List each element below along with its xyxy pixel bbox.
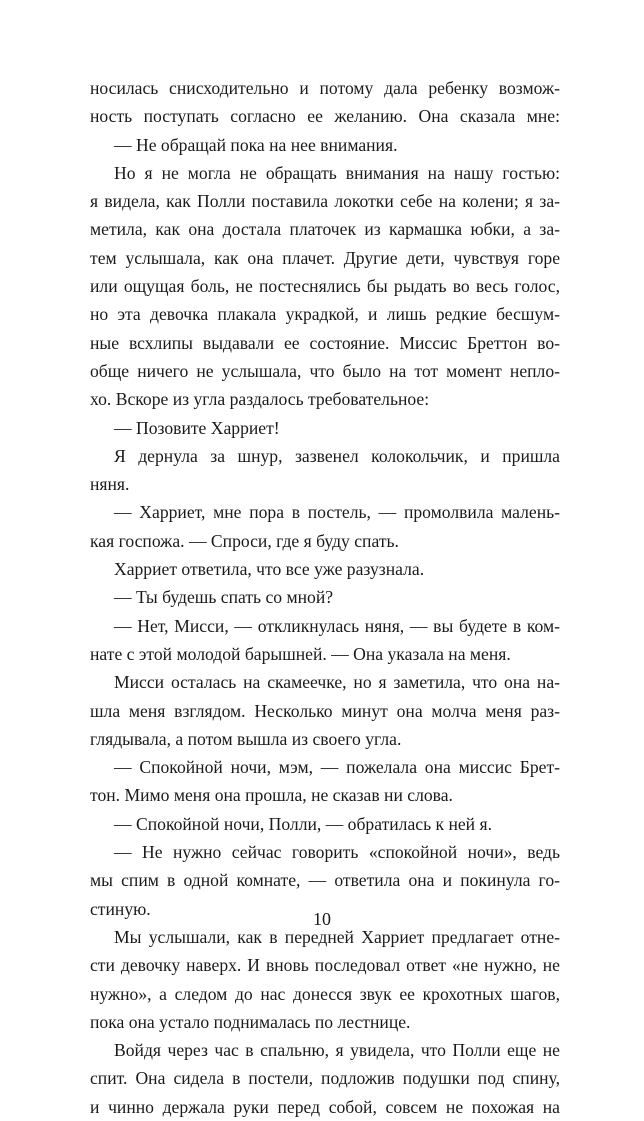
text-line: — Не нужно сейчас говорить «спокойной ночи», ведь xyxy=(114,842,560,863)
text-line: — Ты будешь спать со мной? xyxy=(114,587,334,608)
text-line: — Харриет, мне пора в постель, — промолвила малень- xyxy=(114,502,560,523)
page-number: 10 xyxy=(313,909,331,929)
text-line: ные всхлипы выдавали ее состояние. Миссис Бреттон во- xyxy=(90,332,560,353)
text-line: или ощущая боль, не постеснялись бы рыдать во весь голос, xyxy=(90,276,560,297)
text-line: — Не обращай пока на нее внимания. xyxy=(114,134,398,155)
text-line: няня. xyxy=(90,474,130,495)
text-line: спит. Она сидела в постели, подложив подушки под спину, xyxy=(90,1068,560,1089)
text-line: тем услышала, как она плачет. Другие дети, чувствуя горе xyxy=(90,247,560,268)
text-line: Но я не могла не обращать внимания на нашу гостью: xyxy=(114,162,560,183)
text-line: обще ничего не услышала, что было на тот момент непло- xyxy=(90,360,560,381)
text-line: хо. Вскоре из угла раздалось требовательное: xyxy=(90,389,430,410)
text-line: тон. Мимо меня она прошла, не сказав ни слова. xyxy=(90,785,453,806)
text-line: Мы услышали, как в передней Харриет предлагает отне- xyxy=(114,926,560,947)
text-line: нужно», а следом до нас донесся звук ее крохотных шагов, xyxy=(90,983,560,1004)
text-line: носилась снисходительно и потому дала ребенку возмож- xyxy=(90,78,560,98)
text-line: сти девочку наверх. И вновь последовал ответ «не нужно, не xyxy=(90,955,560,976)
text-line: шла меня взглядом. Несколько минут она молча меня раз- xyxy=(90,700,560,721)
text-line: нате с этой молодой барышней. — Она указала на меня. xyxy=(90,643,511,664)
text-line: но эта девочка плакала украдкой, и лишь редкие бесшум- xyxy=(90,304,560,325)
text-line: Я дернула за шнур, зазвенел колокольчик, и пришла xyxy=(114,445,560,466)
text-line: метила, как она достала платочек из кармашка юбки, а за- xyxy=(90,219,560,240)
text-line: — Нет, Мисси, — откликнулась няня, — вы будете в ком- xyxy=(114,615,560,636)
text-line: мы спим в одной комнате, — ответила она и покинула го- xyxy=(90,870,560,891)
text-line: стиную. xyxy=(90,898,151,919)
text-line: — Спокойной ночи, мэм, — пожелала она миссис Брет- xyxy=(114,757,560,778)
text-line: Мисси осталась на скамеечке, но я заметила, что она на- xyxy=(114,672,560,693)
text-line: Харриет ответила, что все уже разузнала. xyxy=(114,559,425,580)
text-line: Войдя через час в спальню, я увидела, что Полли еще не xyxy=(114,1040,560,1061)
text-line: — Позовите Харриет! xyxy=(114,417,280,438)
text-line: кая госпожа. — Спроси, где я буду спать. xyxy=(90,530,399,551)
text-line: ность поступать согласно ее желанию. Она сказала мне: xyxy=(90,106,560,127)
body-text xyxy=(90,74,560,1121)
text-line: и чинно держала руки перед собой, совсем не похожая на xyxy=(90,1096,560,1117)
text-line: пока она устало поднималась по лестнице. xyxy=(90,1011,411,1032)
text-line: — Спокойной ночи, Полли, — обратилась к ней я. xyxy=(114,813,492,834)
text-line: глядывала, а потом вышла из своего угла. xyxy=(90,728,402,749)
text-line: я видела, как Полли поставила локотки себе на колени; я за- xyxy=(90,191,560,212)
